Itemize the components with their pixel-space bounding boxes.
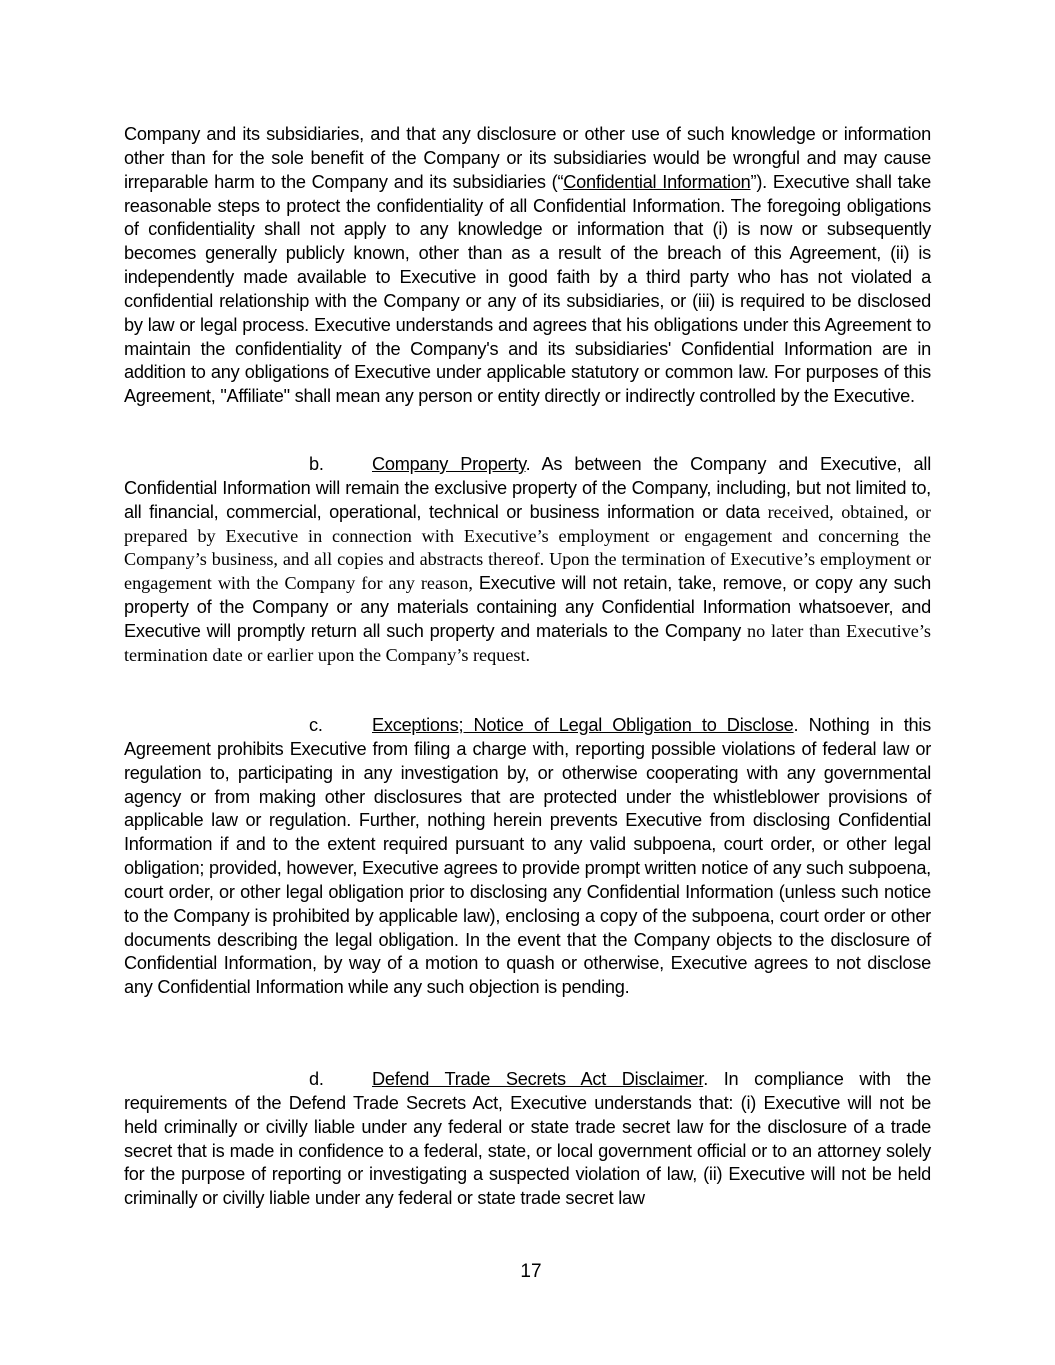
paragraph-dtsa-disclaimer [124,1068,931,1211]
paragraph-exceptions [124,714,931,1000]
heading-dtsa-disclaimer: Defend Trade Secrets Act Disclaimer [372,1069,704,1089]
heading-exceptions: Exceptions; Notice of Legal Obligation to Disclose [372,715,794,735]
para-b-text-1: . As between the Company and Executive, all Confidential Information will remain the exclusive property of the Company, including, but not limited to, all financial, commercial, operational, technical or business information or data [124,454,931,522]
heading-company-property: Company Property [372,454,526,474]
section-letter-d: d. [309,1069,324,1089]
paragraph-confidential-information [124,123,931,409]
section-letter-c: c. [309,715,323,735]
defined-term-confidential-information: Confidential Information [563,171,751,192]
paragraph-company-property [124,453,931,668]
para-b-text-2: Executive will not retain, take, remove, or copy any such property of the Company or any materials containing any Confidential Information whatsoever, and Executive will promptly return all such property and materials to the Company [124,573,931,641]
para-a-text-1: Company and its subsidiaries, and that any disclosure or other use of such knowledge or information other than for the sole benefit of the Company or its subsidiaries would be wrongful and may cause irreparable harm to the Company and its subsidiaries (“ [124,124,931,192]
para-a-text-2: ”). Executive shall take reasonable steps to protect the confidentiality of all Confidential Information. The foregoing obligations of confidentiality shall not apply to any knowledge or information that (i) is now or subsequently becomes generally publicly known, other than as a result of the breach of this Agreement, (ii) is independently made available to Executive in good faith by a third party who has not violated a confidential relationship with the Company or any of its subsidiaries, or (iii) is required to be disclosed by law or legal process. Executive understands and agrees that his obligations under this Agreement to maintain the confidentiality of the Company's and its subsidiaries' Confidential Information are in addition to any obligations of Executive under applicable statutory or common law. For purposes of this Agreement, "Affiliate" shall mean any person or entity directly or indirectly controlled by the Executive. [124,171,931,407]
para-d-text: . In compliance with the requirements of the Defend Trade Secrets Act, Executive understands that: (i) Executive will not be held criminally or civilly liable under any federal or state trade secret law for the disclosure of a trade secret that is made in confidence to a federal, state, or local government official or to an attorney solely for the purpose of reporting or investigating a suspected violation of law, (ii) Executive will not be held criminally or civilly liable under any federal or state trade secret law [124,1069,931,1209]
page-number: 17 [520,1261,542,1282]
section-letter-b: b. [309,454,324,474]
para-b-serif-text-1: received, obtained, or prepared by Executive in connection with Executive’s employment or engagement and concerning the Company’s business, and all copies and abstracts thereof. Upon the termination of Executive’s employment or engagement with the Company for any reason, [124,501,931,594]
para-c-text: . Nothing in this Agreement prohibits Executive from filing a charge with, reporting possible violations of federal law or regulation to, participating in any investigation by, or otherwise cooperating with any governmental agency or from making other disclosures that are protected under the whistleblower provisions of applicable law or regulation. Further, nothing herein prevents Executive from disclosing Confidential Information if and to the extent required pursuant to any valid subpoena, court order, or other legal obligation; provided, however, Executive agrees to provide prompt written notice of any such subpoena, court order, or other legal obligation prior to disclosing any Confidential Information (unless such notice to the Company is prohibited by applicable law), enclosing a copy of the subpoena, court order or other documents describing the legal obligation. In the event that the Company objects to the disclosure of Confidential Information, by way of a motion to quash or otherwise, Executive agrees to not disclose any Confidential Information while any such objection is pending. [124,715,931,998]
para-b-serif-text-2: no later than Executive’s termination date or earlier upon the Company’s request. [124,620,931,665]
